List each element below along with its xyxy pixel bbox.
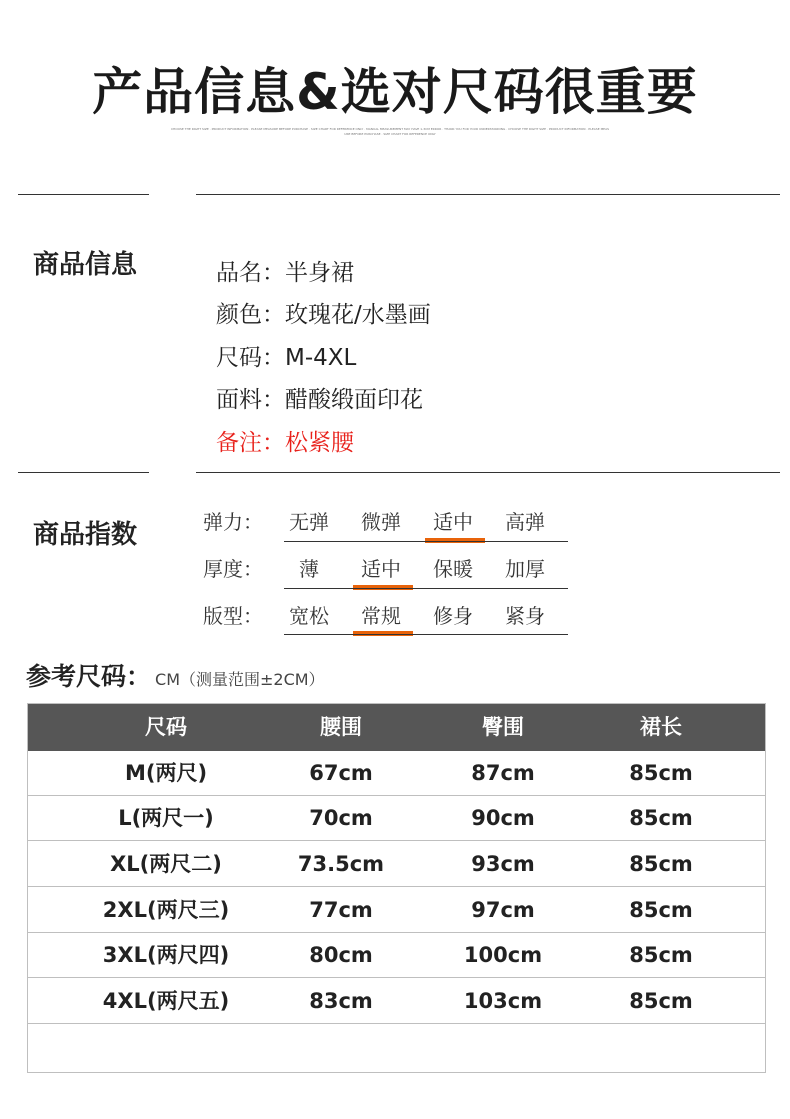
cell-waist: 80cm bbox=[309, 943, 373, 967]
cell-size: 2XL(两尺三) bbox=[102, 898, 230, 922]
table-row bbox=[28, 796, 765, 841]
elasticity-option: 微弹 bbox=[361, 510, 401, 534]
divider bbox=[18, 472, 149, 473]
cell-hip: 103cm bbox=[463, 989, 543, 1013]
elasticity-option: 无弹 bbox=[289, 510, 329, 534]
fit-option-selected: 常规 bbox=[361, 604, 401, 628]
page-title: 产品信息&选对尺码很重要 bbox=[92, 63, 698, 121]
column-header-size: 尺码 bbox=[145, 715, 187, 739]
reference-size-unit: CM（测量范围±2CM） bbox=[155, 670, 325, 689]
reference-size-title: 参考尺码： bbox=[26, 662, 152, 691]
cell-hip: 97cm bbox=[471, 898, 535, 922]
cell-length: 85cm bbox=[629, 989, 693, 1013]
cell-waist: 73.5cm bbox=[297, 852, 385, 876]
cell-length: 85cm bbox=[629, 806, 693, 830]
elasticity-option-selected: 适中 bbox=[433, 510, 473, 534]
index-rule bbox=[284, 588, 568, 589]
cell-waist: 70cm bbox=[309, 806, 373, 830]
index-fit-label: 版型： bbox=[203, 604, 263, 628]
divider bbox=[18, 194, 149, 195]
divider bbox=[196, 194, 780, 195]
cell-waist: 67cm bbox=[309, 761, 373, 785]
product-info-label: 商品信息 bbox=[33, 250, 138, 280]
thickness-option: 保暖 bbox=[433, 557, 473, 581]
table-row bbox=[28, 979, 765, 1024]
cell-size: 4XL(两尺五) bbox=[102, 989, 230, 1013]
cell-hip: 90cm bbox=[471, 806, 535, 830]
info-color: 颜色：玫瑰花/水墨画 bbox=[216, 302, 431, 328]
cell-waist: 77cm bbox=[309, 898, 373, 922]
index-elasticity-label: 弹力： bbox=[203, 510, 263, 534]
column-header-waist: 腰围 bbox=[320, 715, 362, 739]
cell-waist: 83cm bbox=[309, 989, 373, 1013]
cell-length: 85cm bbox=[629, 898, 693, 922]
table-row bbox=[28, 888, 765, 933]
cell-length: 85cm bbox=[629, 852, 693, 876]
table-row bbox=[28, 933, 765, 978]
size-table bbox=[27, 703, 766, 1073]
thickness-option: 薄 bbox=[299, 557, 319, 581]
cell-length: 85cm bbox=[629, 761, 693, 785]
info-size: 尺码：M-4XL bbox=[216, 345, 357, 371]
thickness-option-selected: 适中 bbox=[361, 557, 401, 581]
column-header-skirt-length: 裙长 bbox=[640, 715, 682, 739]
info-note: 备注：松紧腰 bbox=[216, 430, 354, 456]
fine-print-text: CHOOSE THE RIGHT SIZE · PRODUCT INFORMATION · PLEASE MEASURE BEFORE PURCHASE · SIZE CHART FOR REFERENCE ONLY · MANUAL MEASUREMENT MAY HAVE 1-3CM ERROR · THANK YOU FOR YOUR UNDERSTANDING · CHOOSE THE RIGHT SIZE · PRODUCT INFORMATION · PLEASE MEASURE BEFORE PURCHASE · SIZE CHART FOR REFERENCE ONLY bbox=[170, 127, 610, 136]
cell-size: L(两尺一) bbox=[118, 806, 214, 830]
fit-option: 紧身 bbox=[505, 604, 545, 628]
cell-hip: 87cm bbox=[471, 761, 535, 785]
divider bbox=[196, 472, 780, 473]
column-header-hip: 臀围 bbox=[482, 715, 524, 739]
table-row-empty bbox=[28, 1025, 765, 1070]
cell-size: M(两尺) bbox=[124, 761, 208, 785]
size-table-header bbox=[28, 704, 765, 751]
index-thickness-label: 厚度： bbox=[203, 557, 263, 581]
reference-size-heading bbox=[26, 657, 325, 693]
table-row bbox=[28, 842, 765, 887]
index-rule bbox=[284, 634, 568, 635]
info-product-name: 品名：半身裙 bbox=[216, 260, 354, 286]
cell-size: 3XL(两尺四) bbox=[102, 943, 230, 967]
fit-option: 宽松 bbox=[289, 604, 329, 628]
info-fabric: 面料：醋酸缎面印花 bbox=[216, 387, 423, 413]
cell-hip: 93cm bbox=[471, 852, 535, 876]
thickness-option: 加厚 bbox=[505, 557, 545, 581]
cell-size: XL(两尺二) bbox=[110, 852, 222, 876]
cell-length: 85cm bbox=[629, 943, 693, 967]
fit-option: 修身 bbox=[433, 604, 473, 628]
cell-hip: 100cm bbox=[463, 943, 543, 967]
table-row bbox=[28, 751, 765, 796]
product-index-label: 商品指数 bbox=[33, 520, 138, 550]
index-rule bbox=[284, 541, 568, 542]
elasticity-option: 高弹 bbox=[505, 510, 545, 534]
